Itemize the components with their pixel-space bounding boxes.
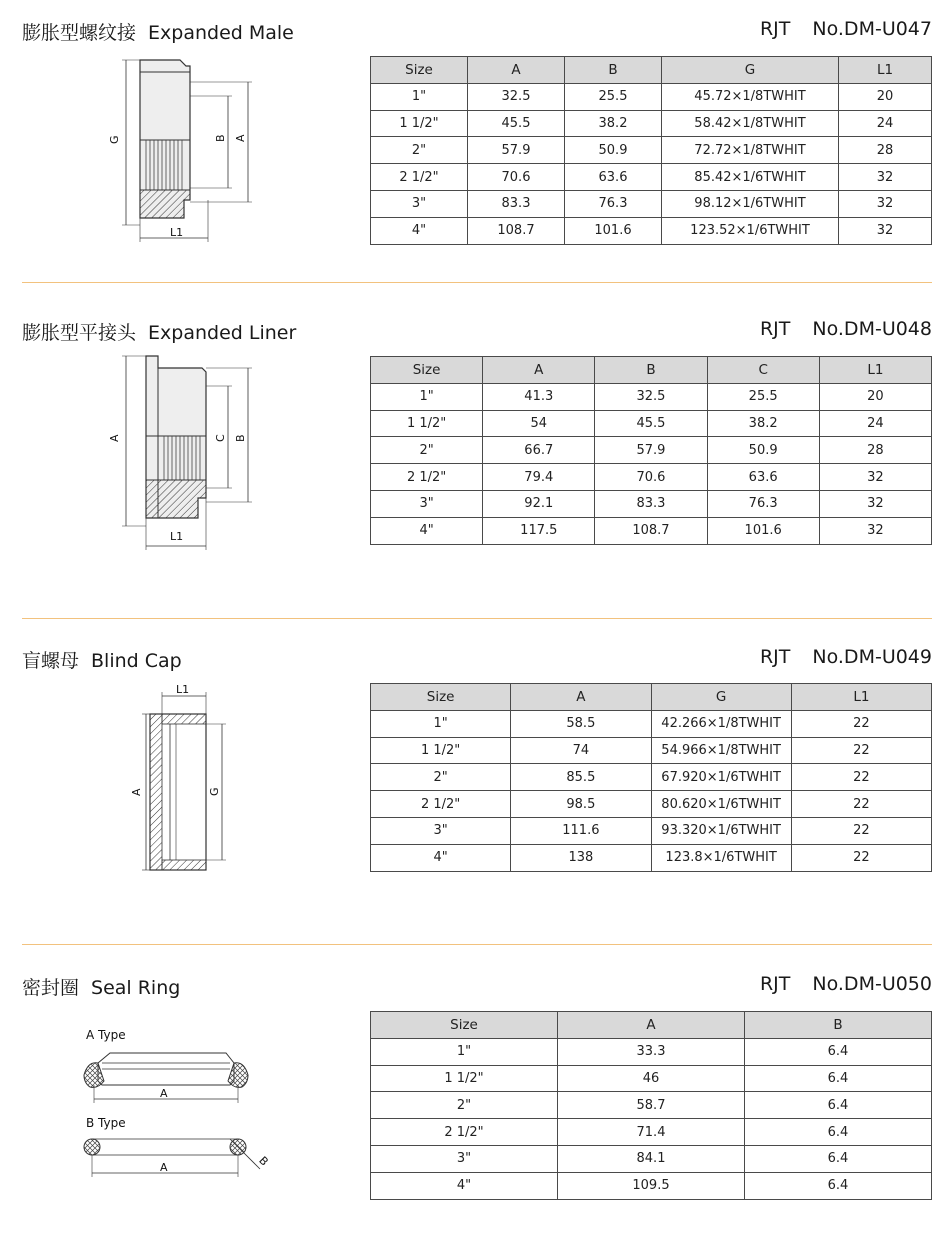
table-row (371, 137, 932, 164)
table-cell: 20 (839, 83, 932, 110)
table-cell: 123.8×1/6TWHIT (651, 844, 791, 871)
table-row (371, 1145, 932, 1172)
label-l1: L1 (170, 530, 184, 543)
table-row (371, 764, 932, 791)
model-number: No.DM-U050 (812, 973, 932, 995)
header-cell: Size (371, 57, 468, 84)
drawing-expanded-liner (100, 350, 270, 555)
table-cell: 93.320×1/6TWHIT (651, 817, 791, 844)
table-cell: 24 (839, 110, 932, 137)
spec-table (370, 56, 932, 245)
model-number: No.DM-U048 (812, 318, 932, 340)
table-cell: 54 (483, 410, 595, 437)
table-cell: 1" (371, 83, 468, 110)
table-cell: 41.3 (483, 383, 595, 410)
table-row (371, 737, 932, 764)
header-cell: Size (371, 684, 511, 711)
header-cell: A (558, 1012, 745, 1039)
table-cell: 24 (819, 410, 931, 437)
table-cell: 57.9 (595, 437, 707, 464)
title-english: Expanded Liner (148, 322, 297, 344)
title-chinese: 密封圈 (22, 977, 80, 999)
table-cell: 32 (819, 517, 931, 544)
table-cell: 85.42×1/6TWHIT (662, 164, 839, 191)
table-cell: 58.5 (511, 710, 651, 737)
drawing-expanded-male (100, 50, 270, 250)
table-cell: 50.9 (565, 137, 662, 164)
label-a-type: A Type (86, 1028, 126, 1042)
table-cell: 33.3 (558, 1038, 745, 1065)
drawing-blind-cap (126, 680, 236, 880)
table-cell: 83.3 (595, 490, 707, 517)
header-cell: A (483, 357, 595, 384)
table-cell: 72.72×1/8TWHIT (662, 137, 839, 164)
label-b: B (256, 1153, 271, 1169)
label-b: B (234, 434, 247, 442)
table-cell: 1 1/2" (371, 110, 468, 137)
table-cell: 63.6 (565, 164, 662, 191)
section-title (22, 18, 294, 45)
brand-name: RJT (759, 646, 791, 668)
table-cell: 1 1/2" (371, 410, 483, 437)
table-cell: 79.4 (483, 464, 595, 491)
header-cell: A (468, 57, 565, 84)
section-title (22, 973, 180, 1000)
table-cell: 138 (511, 844, 651, 871)
label-a: A (130, 788, 143, 796)
product-code (760, 18, 932, 40)
table-cell: 22 (791, 844, 931, 871)
label-a: A (234, 134, 247, 142)
brand-name: RJT (759, 973, 791, 995)
table-cell: 80.620×1/6TWHIT (651, 791, 791, 818)
table-cell: 45.5 (468, 110, 565, 137)
table-cell: 32 (839, 164, 932, 191)
table-cell: 123.52×1/6TWHIT (662, 217, 839, 244)
table-cell: 70.6 (595, 464, 707, 491)
label-g: G (208, 787, 221, 796)
model-number: No.DM-U047 (812, 18, 932, 40)
table-row (371, 437, 932, 464)
table-cell: 63.6 (707, 464, 819, 491)
table-row (371, 464, 932, 491)
product-code (760, 318, 932, 340)
table-cell: 50.9 (707, 437, 819, 464)
table-row (371, 1172, 932, 1199)
table-cell: 98.12×1/6TWHIT (662, 190, 839, 217)
table-cell: 98.5 (511, 791, 651, 818)
table-cell: 2 1/2" (371, 791, 511, 818)
table-cell: 3" (371, 490, 483, 517)
table-cell: 2" (371, 1092, 558, 1119)
section-divider (22, 282, 932, 283)
table-cell: 1 1/2" (371, 737, 511, 764)
header-cell: L1 (819, 357, 931, 384)
table-row (371, 710, 932, 737)
table-cell: 22 (791, 764, 931, 791)
table-cell: 6.4 (745, 1145, 932, 1172)
table-cell: 54.966×1/8TWHIT (651, 737, 791, 764)
brand-name: RJT (759, 18, 791, 40)
spec-table (370, 1011, 932, 1200)
table-cell: 111.6 (511, 817, 651, 844)
title-english: Expanded Male (148, 22, 294, 44)
table-cell: 46 (558, 1065, 745, 1092)
header-cell: B (595, 357, 707, 384)
table-row (371, 817, 932, 844)
table-cell: 76.3 (565, 190, 662, 217)
table-cell: 1" (371, 1038, 558, 1065)
table-cell: 4" (371, 217, 468, 244)
table-cell: 3" (371, 817, 511, 844)
table-cell: 25.5 (565, 83, 662, 110)
label-c: C (214, 434, 227, 442)
table-row (371, 190, 932, 217)
table-cell: 1 1/2" (371, 1065, 558, 1092)
label-l1: L1 (176, 683, 190, 696)
label-b-type: B Type (86, 1116, 126, 1130)
table-header-row (371, 357, 932, 384)
table-cell: 4" (371, 517, 483, 544)
table-cell: 25.5 (707, 383, 819, 410)
table-row (371, 844, 932, 871)
table-cell: 57.9 (468, 137, 565, 164)
product-code (760, 973, 932, 995)
table-cell: 2 1/2" (371, 1119, 558, 1146)
table-cell: 4" (371, 1172, 558, 1199)
table-cell: 38.2 (565, 110, 662, 137)
label-l1: L1 (170, 226, 184, 239)
table-cell: 101.6 (707, 517, 819, 544)
section-title (22, 646, 182, 673)
table-cell: 101.6 (565, 217, 662, 244)
table-header-row (371, 684, 932, 711)
table-cell: 32 (839, 190, 932, 217)
table-row (371, 791, 932, 818)
table-cell: 28 (839, 137, 932, 164)
table-row (371, 1092, 932, 1119)
header-cell: Size (371, 1012, 558, 1039)
table-cell: 22 (791, 817, 931, 844)
table-cell: 70.6 (468, 164, 565, 191)
table-row (371, 1119, 932, 1146)
table-cell: 108.7 (595, 517, 707, 544)
title-chinese: 膨胀型螺纹接 (22, 22, 137, 44)
table-row (371, 217, 932, 244)
table-cell: 2" (371, 764, 511, 791)
table-cell: 117.5 (483, 517, 595, 544)
table-row (371, 517, 932, 544)
table-cell: 2 1/2" (371, 464, 483, 491)
section-title (22, 318, 296, 345)
table-cell: 6.4 (745, 1172, 932, 1199)
table-cell: 1" (371, 383, 483, 410)
table-cell: 6.4 (745, 1119, 932, 1146)
table-cell: 6.4 (745, 1038, 932, 1065)
table-cell: 22 (791, 710, 931, 737)
table-row (371, 1065, 932, 1092)
table-cell: 67.920×1/6TWHIT (651, 764, 791, 791)
table-header-row (371, 1012, 932, 1039)
table-cell: 32 (839, 217, 932, 244)
table-cell: 1" (371, 710, 511, 737)
table-cell: 4" (371, 844, 511, 871)
drawing-seal-ring (80, 1023, 280, 1195)
table-row (371, 1038, 932, 1065)
table-cell: 66.7 (483, 437, 595, 464)
table-cell: 6.4 (745, 1065, 932, 1092)
table-row (371, 83, 932, 110)
label-a1: A (160, 1087, 168, 1100)
table-cell: 42.266×1/8TWHIT (651, 710, 791, 737)
table-row (371, 410, 932, 437)
header-cell: Size (371, 357, 483, 384)
table-cell: 71.4 (558, 1119, 745, 1146)
table-row (371, 490, 932, 517)
table-cell: 92.1 (483, 490, 595, 517)
product-code (760, 646, 932, 668)
title-chinese: 膨胀型平接头 (22, 322, 137, 344)
table-cell: 83.3 (468, 190, 565, 217)
table-cell: 32.5 (595, 383, 707, 410)
table-cell: 45.72×1/8TWHIT (662, 83, 839, 110)
header-cell: C (707, 357, 819, 384)
header-cell: L1 (839, 57, 932, 84)
table-cell: 20 (819, 383, 931, 410)
table-cell: 76.3 (707, 490, 819, 517)
header-cell: G (651, 684, 791, 711)
section-divider (22, 618, 932, 619)
table-cell: 32 (819, 490, 931, 517)
table-cell: 74 (511, 737, 651, 764)
label-g: G (108, 135, 121, 144)
header-cell: B (565, 57, 662, 84)
table-cell: 22 (791, 791, 931, 818)
spec-table (370, 356, 932, 545)
table-cell: 58.7 (558, 1092, 745, 1119)
label-a: A (108, 434, 121, 442)
table-cell: 108.7 (468, 217, 565, 244)
header-cell: G (662, 57, 839, 84)
header-cell: A (511, 684, 651, 711)
table-cell: 84.1 (558, 1145, 745, 1172)
title-english: Seal Ring (91, 977, 181, 999)
table-cell: 2 1/2" (371, 164, 468, 191)
spec-table (370, 683, 932, 872)
section-divider (22, 944, 932, 945)
table-header-row (371, 57, 932, 84)
model-number: No.DM-U049 (812, 646, 932, 668)
table-cell: 38.2 (707, 410, 819, 437)
table-cell: 28 (819, 437, 931, 464)
table-cell: 85.5 (511, 764, 651, 791)
title-chinese: 盲螺母 (22, 650, 80, 672)
table-cell: 58.42×1/8TWHIT (662, 110, 839, 137)
header-cell: L1 (791, 684, 931, 711)
title-english: Blind Cap (91, 650, 182, 672)
table-cell: 32.5 (468, 83, 565, 110)
header-cell: B (745, 1012, 932, 1039)
table-cell: 6.4 (745, 1092, 932, 1119)
table-row (371, 110, 932, 137)
label-a2: A (160, 1161, 168, 1174)
table-row (371, 383, 932, 410)
table-cell: 2" (371, 137, 468, 164)
table-cell: 45.5 (595, 410, 707, 437)
brand-name: RJT (759, 318, 791, 340)
table-cell: 22 (791, 737, 931, 764)
table-cell: 3" (371, 190, 468, 217)
table-cell: 2" (371, 437, 483, 464)
table-row (371, 164, 932, 191)
table-cell: 3" (371, 1145, 558, 1172)
table-cell: 32 (819, 464, 931, 491)
table-cell: 109.5 (558, 1172, 745, 1199)
label-b: B (214, 134, 227, 142)
